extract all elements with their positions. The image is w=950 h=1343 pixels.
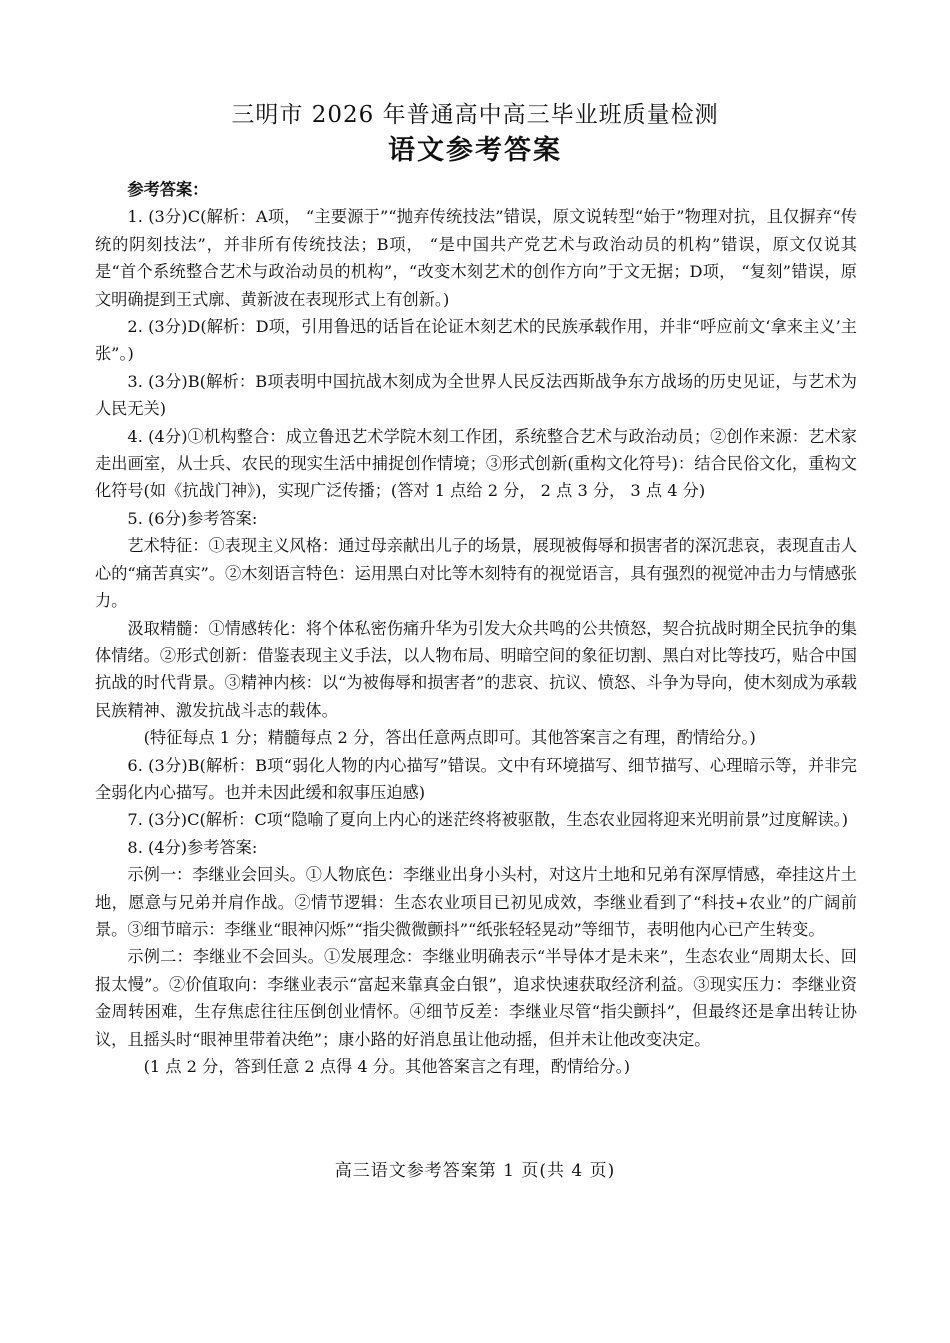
answer-q5-essence: 汲取精髓：①情感转化：将个体私密伤痛升华为引发大众共鸣的公共愤怒，契合抗战时期全民抗争的集体情绪。②形式创新：借鉴表现主义手法，以人物布局、明暗空间的象征切割、黑白对比等技巧，贴合中国抗战的时代背景。③精神内核：以“为被侮辱和损害者”的悲哀、抗议、愤怒、斗争为导向，使木刻成为承载民族精神、激发抗战斗志的载体。 xyxy=(95,618,857,720)
exam-title: 三明市 2026 年普通高中高三毕业班质量检测 xyxy=(231,102,719,128)
answer-q8-scoring-note: (1 点 2 分，答到任意 2 点得 4 分。其他答案言之有理，酌情给分。) xyxy=(143,1057,631,1076)
answers-label: 参考答案： xyxy=(127,180,209,199)
document-subtitle: 语文参考答案 xyxy=(388,135,562,166)
answer-q4: 4. (4分)①机构整合：成立鲁迅艺术学院木刻工作团，系统整合艺术与政治动员；②创作来源：艺术家走出画室，从士兵、农民的现实生活中捕捉创作情境；③形式创新(重构文化符号)：结合民俗文化，重构文化符号(如《抗战门神》)，实现广泛传播；(答对 1 点给 2 分， 2 点 3 分， 3 点 4 分) xyxy=(95,426,857,501)
answer-q1: 1. (3分)C(解析：A项， “主要源于”“抛弃传统技法”错误，原文说转型“始于”物理对抗，且仅摒弃“传统的阴刻技法”，并非所有传统技法；B项， “是中国共产党艺术与政治动员的机构”错误，原文仅说其是“首个系统整合艺术与政治动员的机构”，“改变木刻艺术的创作方向”于文无据；D项， “复刻”错误，原文明确提到王式廓、黄新波在表现形式上有创新。) xyxy=(95,207,857,309)
page-footer: 高三语文参考答案第 1 页(共 4 页) xyxy=(334,1161,616,1181)
answer-q8-heading: 8. (4分)参考答案: xyxy=(127,837,258,857)
answer-q8-example-1: 示例一：李继业会回头。①人物底色：李继业出身小头村，对这片土地和兄弟有深厚情感，牵挂这片土地，愿意与兄弟并肩作战。②情节逻辑：生态农业项目已初见成效，李继业看到了“科技+农业”的广阔前景。③细节暗示：李继业“眼神闪烁”“指尖微微颤抖”“纸张轻轻晃动”等细节，表明他内心已产生转变。 xyxy=(95,865,857,939)
answer-q6: 6. (3分)B(解析：B项“弱化人物的内心描写”错误。文中有环境描写、细节描写、心理暗示等，并非完全弱化内心描写。也并未因此缓和叙事压迫感) xyxy=(95,755,857,802)
answer-q5-scoring-note: (特征每点 1 分；精髓每点 2 分，答出任意两点即可。其他答案言之有理，酌情给分。) xyxy=(143,728,756,748)
answer-q8-example-2: 示例二：李继业不会回头。①发展理念：李继业明确表示“半导体才是未来”，生态农业“周期太长、回报太慢”。②价值取向：李继业表示“富起来靠真金白银”，追求快速获取经济利益。③现实压力：李继业资金周转困难，生存焦虑往往压倒创业情怀。④细节反差：李继业尽管“指尖颤抖”，但最终还是拿出转让协议，且摇头时“眼神里带着决绝”；康小路的好消息虽让他动摇，但并未让他改变决定。 xyxy=(95,947,857,1049)
answer-q3: 3. (3分)B(解析：B项表明中国抗战木刻成为全世界人民反法西斯战争东方战场的历史见证，与艺术为人民无关) xyxy=(95,371,857,419)
answer-q5-heading: 5. (6分)参考答案: xyxy=(127,508,258,528)
answer-q5-art-features: 艺术特征：①表现主义风格：通过母亲献出儿子的场景，展现被侮辱和损害者的深沉悲哀，表现直击人心的“痛苦真实”。②木刻语言特色：运用黑白对比等木刻特有的视觉语言，具有强烈的视觉冲击力与情感张力。 xyxy=(95,536,857,611)
answer-q7: 7. (3分)C(解析：C项“隐喻了夏向上内心的迷茫终将被驱散，生态农业园将迎来光明前景”过度解读。) xyxy=(127,810,849,830)
answer-q2: 2. (3分)D(解析：D项，引用鲁迅的话旨在论证木刻艺术的民族承载作用，并非“呼应前文‘拿来主义’主张”。) xyxy=(95,317,857,364)
answer-content xyxy=(95,176,857,1080)
